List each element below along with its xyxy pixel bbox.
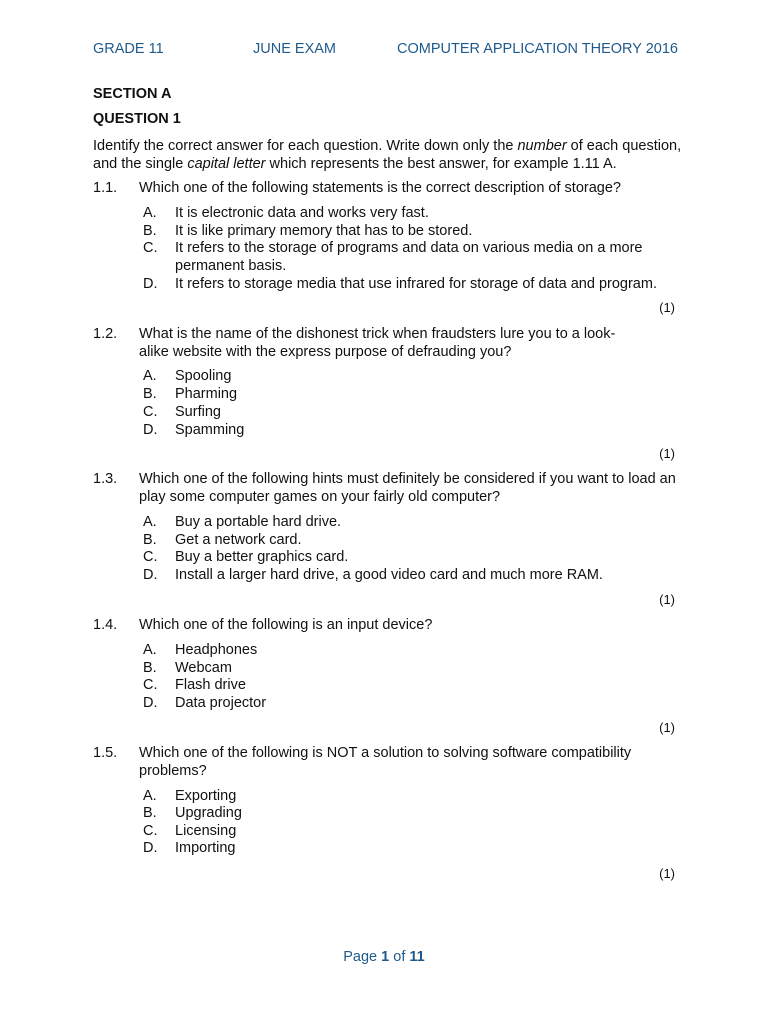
option-letter: D. <box>143 695 158 711</box>
page-of-word: of <box>389 949 410 965</box>
option-letter: A. <box>143 788 157 804</box>
option-text: Spamming <box>175 422 245 438</box>
option-text: Headphones <box>175 642 258 658</box>
question-text: Which one of the following is an input device? <box>139 617 433 633</box>
mark-allocation: (1) <box>659 866 675 881</box>
section-title: SECTION A <box>93 86 172 102</box>
question-text: Which one of the following statements is the correct description of storage? <box>139 180 621 196</box>
page-total: 11 <box>409 949 425 965</box>
option-text: Importing <box>175 840 236 856</box>
option-text: It refers to the storage of programs and data on various media on a more permanent basis. <box>175 240 643 274</box>
header-exam: JUNE EXAM <box>253 41 336 57</box>
option-text: It is like primary memory that has to be stored. <box>175 223 473 239</box>
option-letter: B. <box>143 386 157 402</box>
option-letter: C. <box>143 823 158 839</box>
question-text: What is the name of the dishonest trick when fraudsters lure you to a look-alike website with the express purpose of defrauding you? <box>139 326 616 360</box>
option-letter: D. <box>143 567 158 583</box>
option-text: Install a larger hard drive, a good video card and much more RAM. <box>175 567 603 583</box>
option-letter: A. <box>143 205 157 221</box>
mark-allocation: (1) <box>659 300 675 315</box>
instructions-part2: of each question, and the single <box>93 138 682 172</box>
option-letter: A. <box>143 514 157 530</box>
option-text: Licensing <box>175 823 237 839</box>
option-letter: D. <box>143 840 158 856</box>
option-letter: C. <box>143 240 158 256</box>
option-letter: B. <box>143 805 157 821</box>
option-letter: C. <box>143 549 158 565</box>
option-text: Get a network card. <box>175 532 302 548</box>
option-text: It is electronic data and works very fast. <box>175 205 429 221</box>
option-text: Data projector <box>175 695 267 711</box>
option-letter: A. <box>143 642 157 658</box>
question-text: Which one of the following hints must definitely be considered if you want to load an play some computer games on your fairly old computer? <box>139 471 676 505</box>
option-text: It refers to storage media that use infrared for storage of data and program. <box>175 276 657 292</box>
instructions-part1: Identify the correct answer for each question. Write down only the <box>93 138 518 154</box>
option-text: Buy a portable hard drive. <box>175 514 342 530</box>
question-number: 1.2. <box>93 326 118 342</box>
question-title: QUESTION 1 <box>93 111 181 127</box>
question-number: 1.4. <box>93 617 118 633</box>
instructions-number-word: number <box>517 138 567 154</box>
question-number: 1.1. <box>93 180 118 196</box>
option-text: Surfing <box>175 404 221 420</box>
option-letter: B. <box>143 223 157 239</box>
option-text: Upgrading <box>175 805 242 821</box>
header-grade: GRADE 11 <box>93 41 164 57</box>
question-number: 1.5. <box>93 745 118 761</box>
instructions <box>93 137 683 173</box>
option-letter: B. <box>143 660 157 676</box>
option-letter: A. <box>143 368 157 384</box>
option-text: Buy a better graphics card. <box>175 549 349 565</box>
question-text: Which one of the following is NOT a solution to solving software compatibility problems? <box>139 745 632 779</box>
option-letter: C. <box>143 677 158 693</box>
page-current: 1 <box>381 949 390 965</box>
option-text: Flash drive <box>175 677 246 693</box>
mark-allocation: (1) <box>659 720 675 735</box>
mark-allocation: (1) <box>659 592 675 607</box>
page-word: Page <box>343 949 382 965</box>
instructions-capital-word: capital letter <box>187 156 266 172</box>
question-number: 1.3. <box>93 471 118 487</box>
option-letter: C. <box>143 404 158 420</box>
page-footer <box>0 949 768 965</box>
mark-allocation: (1) <box>659 446 675 461</box>
option-letter: B. <box>143 532 157 548</box>
option-text: Webcam <box>175 660 232 676</box>
option-letter: D. <box>143 276 158 292</box>
header-subject: COMPUTER APPLICATION THEORY 2016 <box>397 41 678 57</box>
option-text: Exporting <box>175 788 237 804</box>
option-text: Spooling <box>175 368 232 384</box>
option-letter: D. <box>143 422 158 438</box>
option-text: Pharming <box>175 386 238 402</box>
instructions-part3: which represents the best answer, for example 1.11 A. <box>265 156 617 172</box>
